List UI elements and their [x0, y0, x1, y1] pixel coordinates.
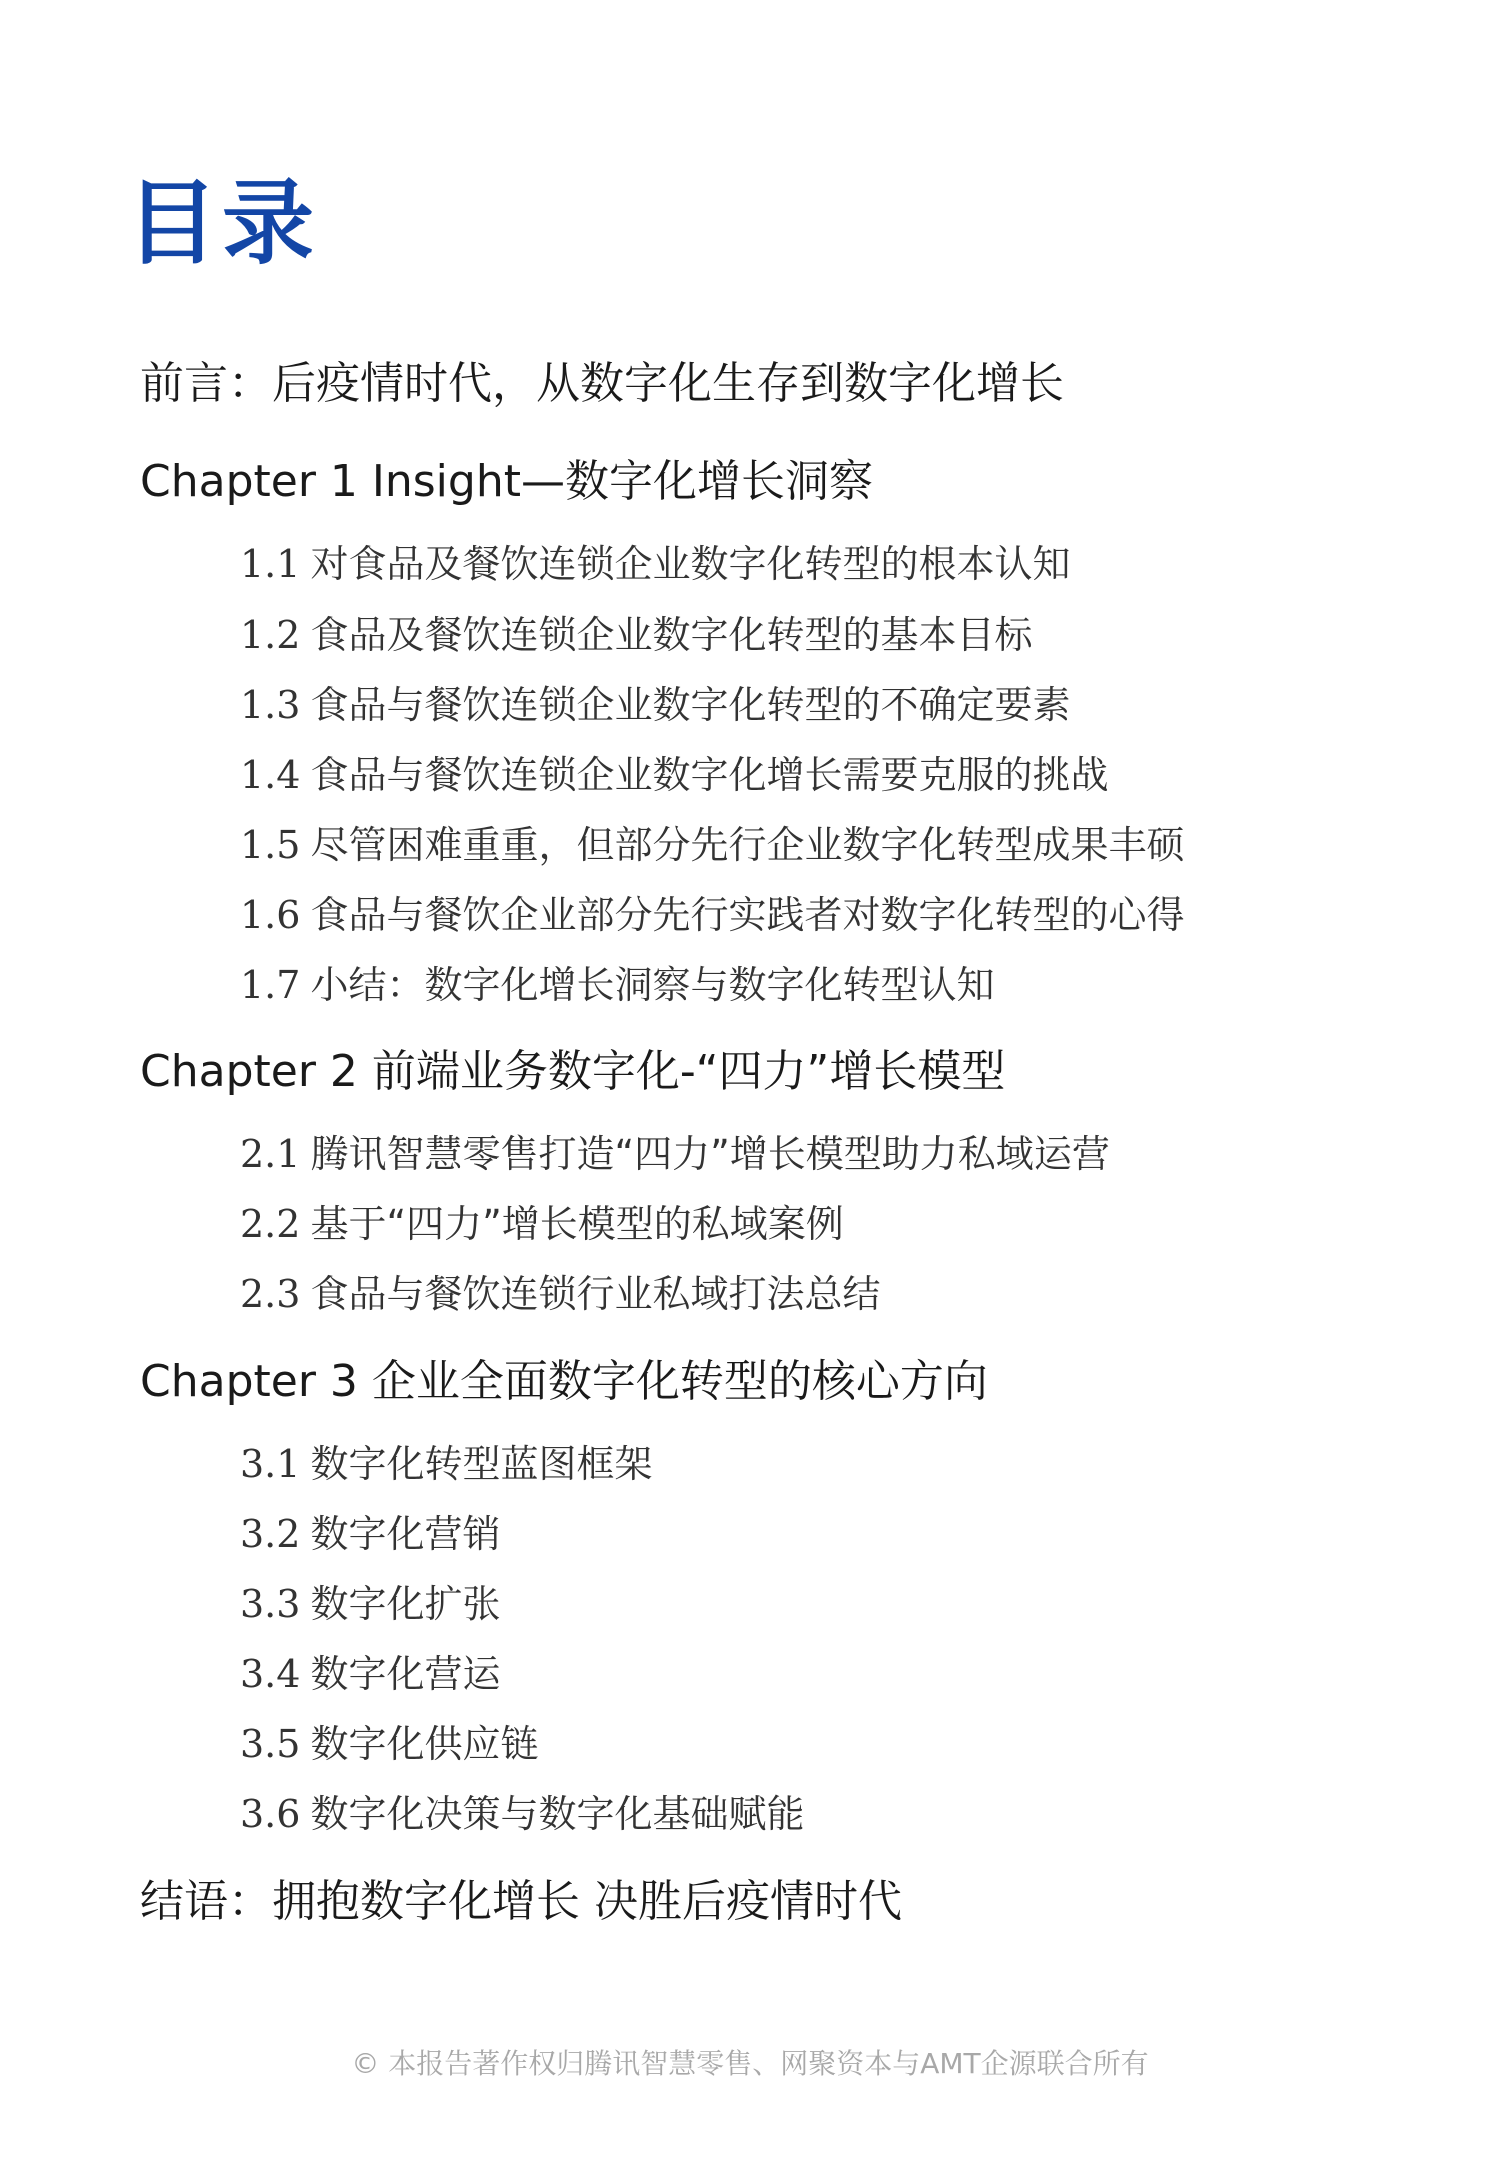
toc-item-text: 结语：拥抱数字化增长 决胜后疫情时代 — [140, 1876, 902, 1927]
toc-item-text: Chapter 1 Insight—数字化增长洞察 — [140, 456, 873, 507]
toc-item — [240, 1132, 1110, 1176]
toc-item-text: Chapter 2 前端业务数字化-“四力”增长模型 — [140, 1046, 1006, 1097]
toc-item — [240, 1272, 881, 1316]
toc-item — [240, 1582, 501, 1626]
toc-item — [240, 683, 1071, 727]
toc-item-text: 数字化决策与数字化基础赋能 — [310, 1792, 805, 1836]
toc-heading — [140, 1356, 988, 1407]
toc-item-text: 数字化转型蓝图框架 — [310, 1442, 653, 1486]
toc-item-number: 1.1 — [240, 542, 301, 586]
toc-item-number: 2.2 — [240, 1202, 301, 1246]
toc-item-text: 数字化营销 — [310, 1512, 501, 1556]
toc-item — [240, 1202, 844, 1246]
toc-heading — [140, 1876, 902, 1927]
toc-item-text: 对食品及餐饮连锁企业数字化转型的根本认知 — [310, 542, 1071, 586]
toc-heading — [140, 456, 873, 507]
toc-item-number: 3.4 — [240, 1652, 301, 1696]
toc-item-number: 2.3 — [240, 1272, 301, 1316]
toc-item-text: 数字化供应链 — [310, 1722, 539, 1766]
toc-item — [240, 613, 1033, 657]
toc-item-text: 尽管困难重重，但部分先行企业数字化转型成果丰硕 — [310, 823, 1185, 867]
toc-item-number: 3.6 — [240, 1792, 301, 1836]
toc-item-number: 2.1 — [240, 1132, 301, 1176]
toc-item-number: 1.7 — [240, 963, 301, 1007]
toc-item-text: 前言：后疫情时代，从数字化生存到数字化增长 — [140, 358, 1064, 409]
toc-item — [240, 823, 1185, 867]
toc-item-number: 1.2 — [240, 613, 301, 657]
toc-item-text: 数字化扩张 — [310, 1582, 501, 1626]
toc-item-number: 1.6 — [240, 893, 301, 937]
toc-item-text: 食品及餐饮连锁企业数字化转型的基本目标 — [310, 613, 1033, 657]
toc-heading — [140, 358, 1064, 409]
page-title: 目录 — [126, 170, 319, 277]
toc-item — [240, 753, 1109, 797]
toc-item-text: 小结：数字化增长洞察与数字化转型认知 — [310, 963, 995, 1007]
toc-item-number: 1.5 — [240, 823, 301, 867]
toc-item-text: 数字化营运 — [310, 1652, 501, 1696]
toc-item — [240, 542, 1071, 586]
toc-item-number: 1.4 — [240, 753, 301, 797]
toc-item-text: 食品与餐饮连锁行业私域打法总结 — [310, 1272, 881, 1316]
toc-item-text: 食品与餐饮企业部分先行实践者对数字化转型的心得 — [310, 893, 1185, 937]
toc-heading — [140, 1046, 1006, 1097]
toc-item-text: 食品与餐饮连锁企业数字化转型的不确定要素 — [310, 683, 1071, 727]
toc-item-number: 3.3 — [240, 1582, 301, 1626]
toc-item — [240, 1792, 805, 1836]
toc-item — [240, 963, 995, 1007]
toc-item — [240, 893, 1185, 937]
copyright-footer: © 本报告著作权归腾讯智慧零售、网聚资本与AMT企源联合所有 — [351, 2047, 1149, 2080]
toc-item-text: 腾讯智慧零售打造“四力”增长模型助力私域运营 — [310, 1132, 1110, 1176]
toc-item — [240, 1442, 653, 1486]
toc-item-number: 3.1 — [240, 1442, 301, 1486]
toc-item-text: Chapter 3 企业全面数字化转型的核心方向 — [140, 1356, 988, 1407]
toc-item-text: 基于“四力”增长模型的私域案例 — [310, 1202, 844, 1246]
toc-item-number: 3.2 — [240, 1512, 301, 1556]
toc-item-number: 1.3 — [240, 683, 301, 727]
toc-item — [240, 1652, 501, 1696]
toc-item-text: 食品与餐饮连锁企业数字化增长需要克服的挑战 — [310, 753, 1109, 797]
toc-item — [240, 1722, 539, 1766]
toc-item-number: 3.5 — [240, 1722, 301, 1766]
toc-item — [240, 1512, 501, 1556]
